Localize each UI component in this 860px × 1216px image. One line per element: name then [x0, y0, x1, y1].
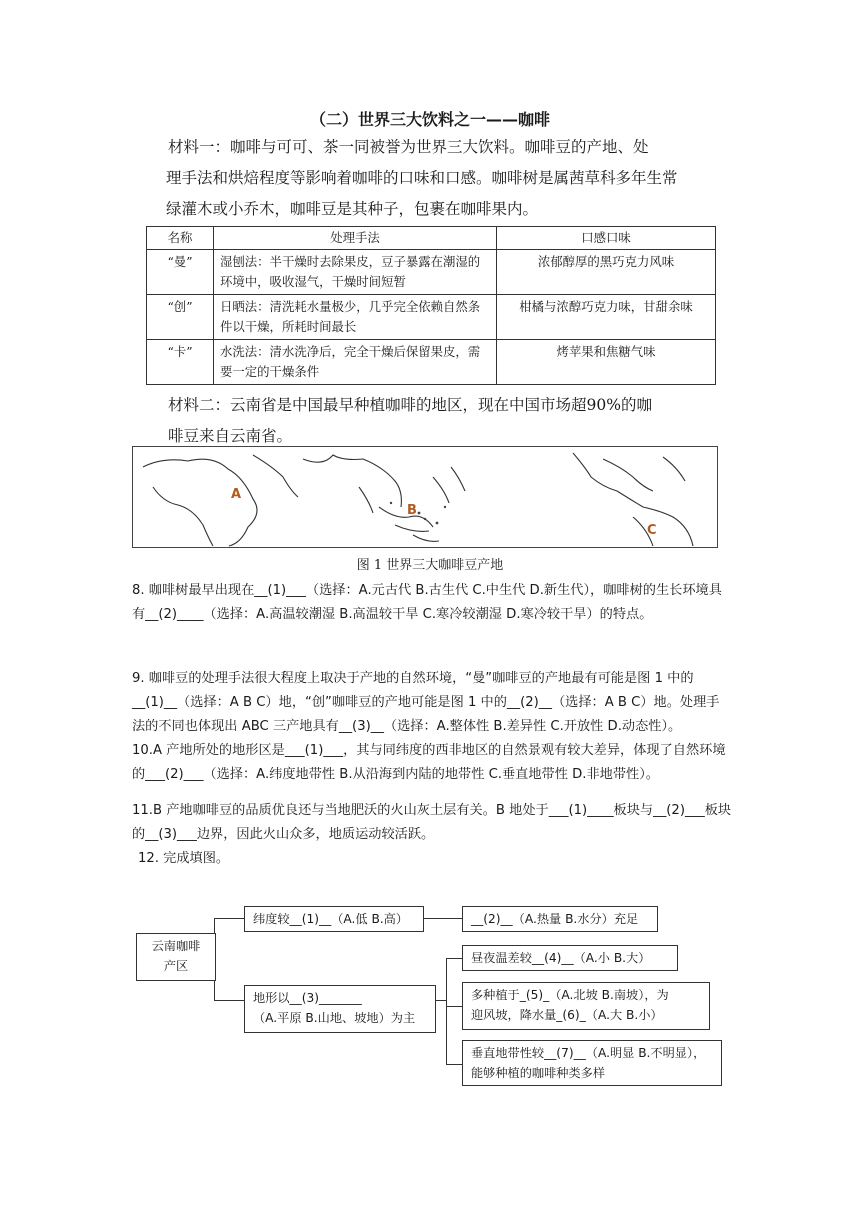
table-cell-method: 水洗法：清水洗净后，完全干燥后保留果皮，需要一定的干燥条件 [214, 340, 497, 385]
question-12: 12. 完成填图。 [138, 851, 230, 866]
connector [446, 1064, 462, 1065]
diagram-latitude-box: 纬度较__(1)__（A.低 B.高） [244, 906, 424, 932]
connector [214, 918, 244, 919]
table-cell-method: 湿刨法：半干燥时去除果皮，豆子暴露在潮湿的环境中，吸收湿气，干燥时间短暂 [214, 250, 497, 295]
map-caption: 图 1 世界三大咖啡豆产地 [356, 558, 504, 573]
table-cell-name: “曼” [147, 250, 214, 295]
diagram-terrain-box [244, 985, 436, 1033]
diagram-root-line: 产区 [163, 959, 189, 973]
table-row [147, 295, 716, 340]
diagram-slope-box [462, 982, 710, 1030]
diagram-vertical-box [462, 1040, 722, 1086]
question-11: 11.B 产地咖啡豆的品质优良还与当地肥沃的火山灰土层有关。B 地处于___(1)____板块与__(2)___板块的__(3)___边界，因此火山众多，地质运动较活跃。 [132, 803, 732, 842]
material-two-line: 啡豆来自云南省。 [168, 427, 293, 445]
table-header: 口感口味 [497, 227, 716, 250]
map-label-c: C [647, 523, 657, 538]
connector [214, 1000, 244, 1001]
section-title: （二）世界三大饮料之一——咖啡 [309, 110, 550, 129]
coffee-processing-table [146, 226, 716, 385]
table-header-row [147, 227, 716, 250]
diagram-vertical-line: 能够种植的咖啡种类多样 [471, 1066, 606, 1080]
map-label-b: B [407, 503, 417, 518]
diagram-terrain-line: （A.平原 B.山地、坡地）为主 [253, 1011, 416, 1025]
material-two [168, 390, 728, 452]
table-row [147, 340, 716, 385]
connector [446, 1006, 462, 1007]
material-one-line: 绿灌木或小乔木，咖啡豆是其种子，包裹在咖啡果内。 [166, 200, 539, 218]
diagram-root-box [136, 933, 216, 981]
question-9: 9. 咖啡豆的处理手法很大程度上取决于产地的自然环境，“曼”咖啡豆的产地最有可能是图 1 中的__(1)__（选择：A B C）地，“创”咖啡豆的产地可能是图 1 中的__(2)__（选择：A B C）地。处理手法的不同也体现出 ABC 三产地具有__(3)__（选择：A.整体性 B.差异性 C.开放性 D.动态性）。 [132, 671, 720, 734]
material-one-line: 材料一：咖啡与可可、茶一同被誉为世界三大饮料。咖啡豆的产地、处 [168, 138, 649, 156]
diagram-heat-box: __(2)__（A.热量 B.水分）充足 [462, 906, 658, 932]
connector [446, 958, 447, 1064]
connector [436, 1000, 446, 1001]
question-10: 10.A 产地所处的地形区是___(1)___，其与同纬度的西非地区的自然景观有较大差异，体现了自然环境的___(2)___（选择：A.纬度地带性 B.从沿海到内陆的地带性 C.垂直地带性 D.非地带性）。 [132, 743, 726, 782]
question-8: 8. 咖啡树最早出现在__(1)___（选择：A.元古代 B.古生代 C.中生代 D.新生代），咖啡树的生长环境具有__(2)____（选择：A.高温较潮湿 B.高温较干旱 C.寒冷较潮湿 D.寒冷较干旱）的特点。 [132, 583, 722, 622]
diagram-vertical-line: 垂直地带性较__(7)__（A.明显 B.不明显）， [471, 1046, 706, 1060]
table-header: 处理手法 [214, 227, 497, 250]
connector [446, 958, 462, 959]
connector [424, 918, 462, 919]
material-one [168, 132, 728, 225]
table-cell-name: “创” [147, 295, 214, 340]
diagram-root-line: 云南咖啡 [151, 939, 201, 953]
table-cell-name: “卡” [147, 340, 214, 385]
map-label-a: A [231, 487, 242, 502]
world-coffee-map [132, 446, 718, 548]
material-one-line: 理手法和烘焙程度等影响着咖啡的口味和口感。咖啡树是属茜草科多年生常 [166, 169, 678, 187]
diagram-terrain-line: 地形以__(3)_______ [253, 991, 362, 1005]
diagram-slope-line: 多种植于_(5)_（A.北坡 B.南坡），为 [471, 988, 669, 1002]
table-cell-taste: 烤苹果和焦糖气味 [497, 340, 716, 385]
connector [214, 918, 215, 1000]
map-outline [133, 447, 717, 547]
table-cell-taste: 柑橘与浓醇巧克力味，甘甜余味 [497, 295, 716, 340]
diagram-slope-line: 迎风坡，降水量_(6)_（A.大 B.小） [471, 1008, 663, 1022]
table-cell-taste: 浓郁醇厚的黑巧克力风味 [497, 250, 716, 295]
table-row [147, 250, 716, 295]
diagram-diurnal-box: 昼夜温差较__(4)__（A.小 B.大） [462, 945, 678, 971]
material-two-line: 材料二：云南省是中国最早种植咖啡的地区，现在中国市场超90%的咖 [168, 396, 652, 414]
table-cell-method: 日晒法：清洗耗水量极少，几乎完全依赖自然条件以干燥，所耗时间最长 [214, 295, 497, 340]
table-header: 名称 [147, 227, 214, 250]
